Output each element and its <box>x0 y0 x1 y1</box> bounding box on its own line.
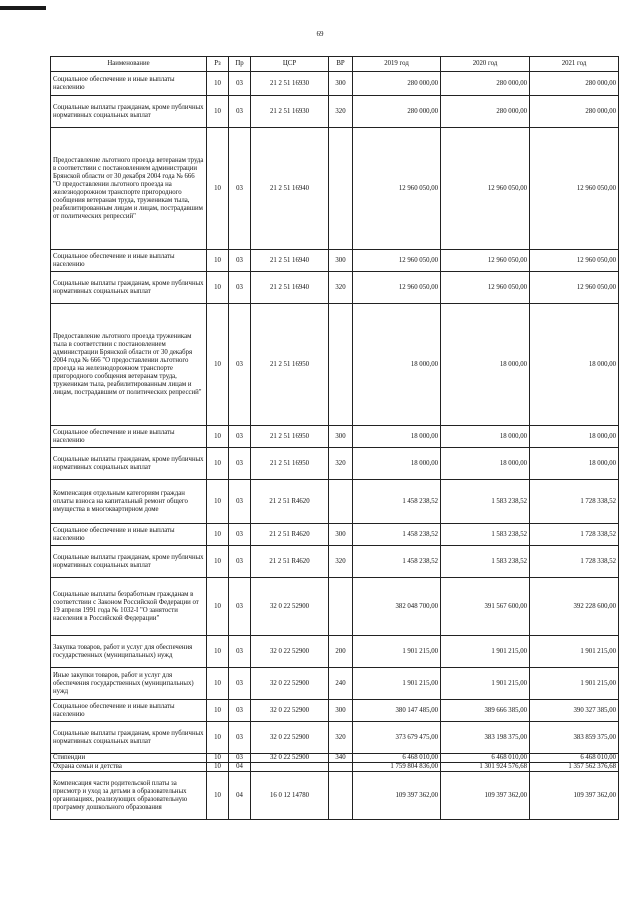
cell-name: Социальное обеспечение и иные выплаты населению <box>51 426 207 448</box>
cell-vr: 300 <box>329 72 353 96</box>
cell-name: Иные закупки товаров, работ и услуг для обеспечения государственных (муниципальных) нужд <box>51 668 207 700</box>
cell-y2019: 1 458 238,52 <box>353 524 441 546</box>
cell-name: Предоставление льготного проезда ветеранам труда в соответствии с постановлением администрации Брянской области от 30 декабря 2004 года № 666 "О предоставлении льготного проезда на железнодорожном транспорте пригородного сообщения ветеранам труда, труженикам тыла, реабилитированным лицам и лицам, пострадавшим от политических репрессий" <box>51 128 207 250</box>
header-2021: 2021 год <box>530 57 619 72</box>
cell-pr: 03 <box>229 448 251 480</box>
cell-y2020: 6 468 010,00 <box>441 754 530 763</box>
cell-vr: 320 <box>329 722 353 754</box>
cell-y2021: 1 901 215,00 <box>530 668 619 700</box>
cell-y2020: 1 901 215,00 <box>441 636 530 668</box>
cell-y2021: 18 000,00 <box>530 304 619 426</box>
cell-csr: 21 2 51 R4620 <box>251 546 329 578</box>
cell-pr: 03 <box>229 96 251 128</box>
cell-vr: 320 <box>329 272 353 304</box>
cell-rz: 10 <box>207 700 229 722</box>
cell-name: Социальные выплаты гражданам, кроме публичных нормативных социальных выплат <box>51 722 207 754</box>
cell-rz: 10 <box>207 272 229 304</box>
table-header-row <box>51 57 619 72</box>
cell-y2019: 380 147 485,00 <box>353 700 441 722</box>
cell-pr: 03 <box>229 250 251 272</box>
table-row <box>51 524 619 546</box>
cell-name: Социальное обеспечение и иные выплаты населению <box>51 700 207 722</box>
cell-vr: 320 <box>329 96 353 128</box>
cell-csr: 32 0 22 52900 <box>251 722 329 754</box>
cell-rz: 10 <box>207 636 229 668</box>
cell-y2019: 12 960 050,00 <box>353 250 441 272</box>
cell-y2020: 12 960 050,00 <box>441 250 530 272</box>
cell-y2021: 383 859 375,00 <box>530 722 619 754</box>
cell-y2019: 1 901 215,00 <box>353 668 441 700</box>
cell-vr: 240 <box>329 668 353 700</box>
table-row <box>51 128 619 250</box>
cell-csr: 21 2 51 16940 <box>251 250 329 272</box>
table-row <box>51 72 619 96</box>
table-row <box>51 700 619 722</box>
cell-csr: 21 2 51 16940 <box>251 128 329 250</box>
cell-pr: 03 <box>229 72 251 96</box>
header-name: Наименование <box>51 57 207 72</box>
table-row <box>51 304 619 426</box>
cell-y2019: 280 000,00 <box>353 96 441 128</box>
cell-y2019: 1 458 238,52 <box>353 546 441 578</box>
table-row <box>51 96 619 128</box>
cell-csr: 21 2 51 16950 <box>251 426 329 448</box>
cell-name: Компенсация отдельным категориям граждан оплаты взноса на капитальный ремонт общего имущества в многоквартирном доме <box>51 480 207 524</box>
cell-y2021: 12 960 050,00 <box>530 250 619 272</box>
cell-name: Стипендии <box>51 754 207 763</box>
cell-y2020: 1 583 238,52 <box>441 480 530 524</box>
cell-pr: 03 <box>229 754 251 763</box>
cell-csr: 32 0 22 52900 <box>251 668 329 700</box>
cell-csr: 32 0 22 52900 <box>251 578 329 636</box>
table-row <box>51 772 619 820</box>
cell-y2019: 1 901 215,00 <box>353 636 441 668</box>
cell-y2020: 109 397 362,00 <box>441 772 530 820</box>
header-pr: Пр <box>229 57 251 72</box>
cell-csr: 32 0 22 52900 <box>251 636 329 668</box>
cell-y2019: 18 000,00 <box>353 448 441 480</box>
table-row <box>51 480 619 524</box>
cell-name: Социальное обеспечение и иные выплаты населению <box>51 250 207 272</box>
cell-pr: 03 <box>229 304 251 426</box>
cell-y2019: 12 960 050,00 <box>353 272 441 304</box>
cell-csr: 21 2 51 16950 <box>251 448 329 480</box>
cell-vr <box>329 480 353 524</box>
cell-y2020: 391 567 600,00 <box>441 578 530 636</box>
cell-y2020: 18 000,00 <box>441 304 530 426</box>
cell-rz: 10 <box>207 578 229 636</box>
cell-name: Социальные выплаты гражданам, кроме публичных нормативных социальных выплат <box>51 546 207 578</box>
cell-name: Охрана семьи и детства <box>51 763 207 772</box>
cell-pr: 03 <box>229 272 251 304</box>
cell-csr: 21 2 51 R4620 <box>251 480 329 524</box>
cell-rz: 10 <box>207 524 229 546</box>
cell-rz: 10 <box>207 480 229 524</box>
cell-y2021: 280 000,00 <box>530 72 619 96</box>
cell-y2020: 1 583 238,52 <box>441 524 530 546</box>
cell-vr <box>329 304 353 426</box>
cell-vr: 300 <box>329 250 353 272</box>
cell-y2019: 382 048 700,00 <box>353 578 441 636</box>
cell-y2019: 373 679 475,00 <box>353 722 441 754</box>
cell-csr: 16 0 12 14780 <box>251 772 329 820</box>
cell-y2019: 1 458 238,52 <box>353 480 441 524</box>
cell-y2019: 6 468 010,00 <box>353 754 441 763</box>
table-row <box>51 763 619 772</box>
cell-y2021: 1 357 562 376,68 <box>530 763 619 772</box>
cell-y2021: 392 228 600,00 <box>530 578 619 636</box>
header-vr: ВР <box>329 57 353 72</box>
cell-name: Компенсация части родительской платы за присмотр и уход за детьми в образовательных организациях, реализующих образовательную программу дошкольного образования <box>51 772 207 820</box>
cell-name: Социальные выплаты гражданам, кроме публичных нормативных социальных выплат <box>51 272 207 304</box>
table-row <box>51 668 619 700</box>
cell-pr: 03 <box>229 480 251 524</box>
cell-name: Социальные выплаты гражданам, кроме публичных нормативных социальных выплат <box>51 96 207 128</box>
table-row <box>51 272 619 304</box>
table-row <box>51 636 619 668</box>
cell-y2021: 1 728 338,52 <box>530 546 619 578</box>
budget-table <box>50 56 619 820</box>
cell-pr: 03 <box>229 722 251 754</box>
cell-y2020: 1 901 215,00 <box>441 668 530 700</box>
cell-rz: 10 <box>207 426 229 448</box>
cell-vr <box>329 772 353 820</box>
cell-pr: 03 <box>229 524 251 546</box>
cell-csr: 32 0 22 52900 <box>251 700 329 722</box>
cell-y2020: 12 960 050,00 <box>441 128 530 250</box>
table-row <box>51 426 619 448</box>
cell-csr <box>251 763 329 772</box>
header-csr: ЦСР <box>251 57 329 72</box>
cell-y2021: 18 000,00 <box>530 426 619 448</box>
cell-y2021: 12 960 050,00 <box>530 272 619 304</box>
cell-pr: 03 <box>229 578 251 636</box>
cell-y2019: 12 960 050,00 <box>353 128 441 250</box>
table-row <box>51 722 619 754</box>
cell-y2020: 18 000,00 <box>441 426 530 448</box>
cell-pr: 04 <box>229 763 251 772</box>
cell-rz: 10 <box>207 722 229 754</box>
cell-csr: 21 2 51 16940 <box>251 272 329 304</box>
cell-rz: 10 <box>207 546 229 578</box>
cell-y2020: 280 000,00 <box>441 72 530 96</box>
cell-csr: 21 2 51 16950 <box>251 304 329 426</box>
cell-name: Социальное обеспечение и иные выплаты населению <box>51 524 207 546</box>
cell-name: Социальное обеспечение и иные выплаты населению <box>51 72 207 96</box>
table-row <box>51 754 619 763</box>
cell-name: Предоставление льготного проезда труженикам тыла в соответствии с постановлением администрации Брянской области от 30 декабря 2004 года № 666 "О предоставлении льготного проезда на железнодорожном транспорте пригородного сообщения ветеранам труда, труженикам тыла, реабилитированным лицам и лицам, пострадавшим от политических репрессий" <box>51 304 207 426</box>
cell-y2020: 280 000,00 <box>441 96 530 128</box>
cell-rz: 10 <box>207 668 229 700</box>
cell-csr: 21 2 51 R4620 <box>251 524 329 546</box>
cell-csr: 21 2 51 16930 <box>251 96 329 128</box>
table-row <box>51 546 619 578</box>
cell-y2020: 12 960 050,00 <box>441 272 530 304</box>
page-number: 69 <box>316 30 324 38</box>
cell-y2020: 1 583 238,52 <box>441 546 530 578</box>
cell-y2020: 1 301 924 576,68 <box>441 763 530 772</box>
cell-pr: 03 <box>229 128 251 250</box>
cell-y2020: 389 666 385,00 <box>441 700 530 722</box>
cell-y2020: 383 198 375,00 <box>441 722 530 754</box>
cell-vr: 300 <box>329 700 353 722</box>
cell-rz: 10 <box>207 250 229 272</box>
cell-y2019: 109 397 362,00 <box>353 772 441 820</box>
table-body <box>51 72 619 820</box>
cell-pr: 03 <box>229 700 251 722</box>
cell-rz: 10 <box>207 304 229 426</box>
cell-rz: 10 <box>207 448 229 480</box>
cell-vr: 320 <box>329 448 353 480</box>
cell-y2021: 6 468 010,00 <box>530 754 619 763</box>
cell-rz: 10 <box>207 763 229 772</box>
cell-y2021: 12 960 050,00 <box>530 128 619 250</box>
cell-vr: 300 <box>329 524 353 546</box>
cell-y2019: 280 000,00 <box>353 72 441 96</box>
cell-y2019: 18 000,00 <box>353 304 441 426</box>
cell-rz: 10 <box>207 72 229 96</box>
table-row <box>51 448 619 480</box>
cell-y2021: 1 728 338,52 <box>530 480 619 524</box>
cell-csr: 32 0 22 52900 <box>251 754 329 763</box>
cell-pr: 03 <box>229 546 251 578</box>
cell-y2021: 1 901 215,00 <box>530 636 619 668</box>
table-row <box>51 578 619 636</box>
header-2020: 2020 год <box>441 57 530 72</box>
cell-vr: 340 <box>329 754 353 763</box>
cell-name: Социальные выплаты безработным гражданам в соответствии с Законом Российской Федерации от 19 апреля 1991 года № 1032-I "О занятости населения в Российской Федерации" <box>51 578 207 636</box>
cell-rz: 10 <box>207 772 229 820</box>
cell-y2021: 1 728 338,52 <box>530 524 619 546</box>
cell-vr: 320 <box>329 546 353 578</box>
cell-y2021: 280 000,00 <box>530 96 619 128</box>
cell-pr: 04 <box>229 772 251 820</box>
cell-pr: 03 <box>229 668 251 700</box>
cell-vr <box>329 763 353 772</box>
cell-rz: 10 <box>207 128 229 250</box>
cell-vr: 300 <box>329 426 353 448</box>
table-row <box>51 250 619 272</box>
cell-vr <box>329 578 353 636</box>
cell-vr <box>329 128 353 250</box>
cell-pr: 03 <box>229 426 251 448</box>
cell-csr: 21 2 51 16930 <box>251 72 329 96</box>
cell-y2021: 109 397 362,00 <box>530 772 619 820</box>
cell-rz: 10 <box>207 754 229 763</box>
cell-y2019: 1 759 804 836,00 <box>353 763 441 772</box>
header-2019: 2019 год <box>353 57 441 72</box>
cell-y2021: 18 000,00 <box>530 448 619 480</box>
cell-y2021: 390 327 385,00 <box>530 700 619 722</box>
cell-vr: 200 <box>329 636 353 668</box>
scan-edge-mark <box>0 6 46 10</box>
cell-name: Социальные выплаты гражданам, кроме публичных нормативных социальных выплат <box>51 448 207 480</box>
cell-rz: 10 <box>207 96 229 128</box>
cell-y2020: 18 000,00 <box>441 448 530 480</box>
header-rz: Рз <box>207 57 229 72</box>
cell-name: Закупка товаров, работ и услуг для обеспечения государственных (муниципальных) нужд <box>51 636 207 668</box>
cell-pr: 03 <box>229 636 251 668</box>
cell-y2019: 18 000,00 <box>353 426 441 448</box>
